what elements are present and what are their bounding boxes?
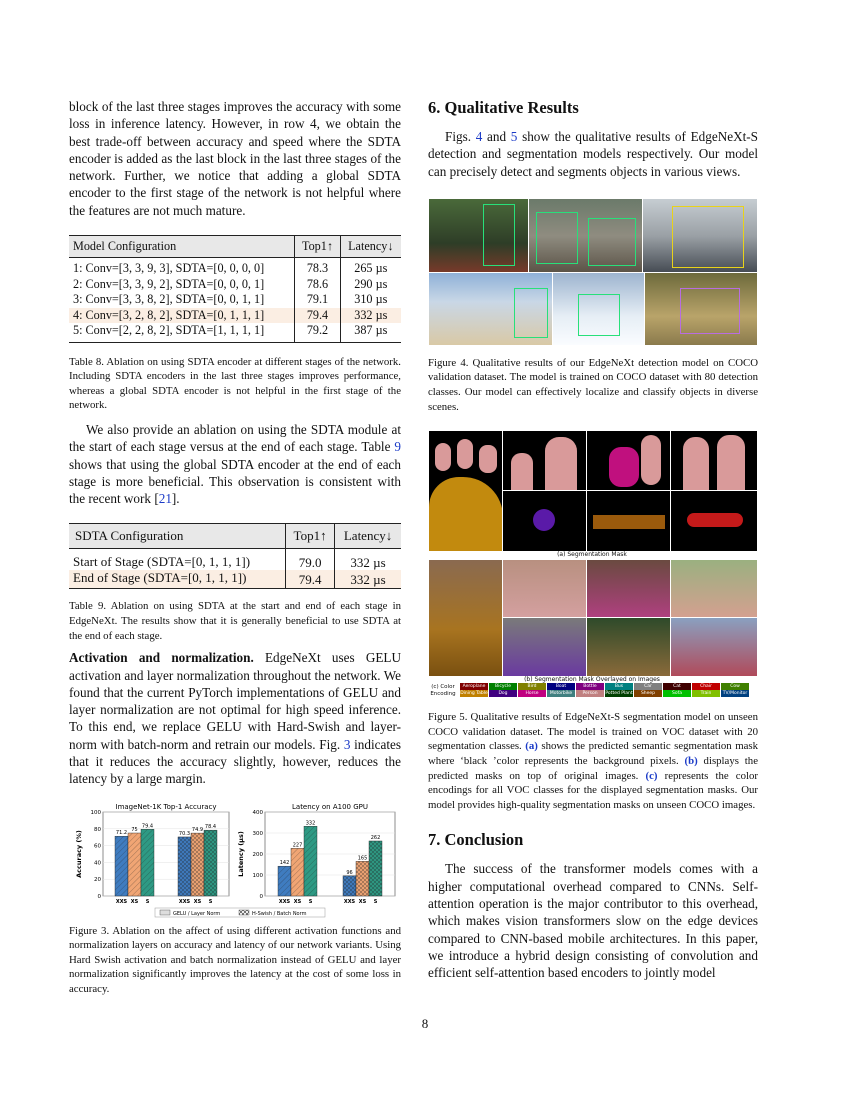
subfigure-ref[interactable]: (a)	[525, 740, 538, 753]
x-tick-label: XXS	[115, 898, 128, 905]
overlay-girls	[502, 559, 588, 619]
bar-value-label: 71.2	[115, 829, 128, 836]
table8-header-top1: Top1↑	[295, 236, 340, 258]
figure-ref-link[interactable]: 4	[475, 129, 483, 144]
table-cell: 4: Conv=[3, 2, 8, 2], SDTA=[0, 1, 1, 1]	[69, 308, 295, 324]
mask-soccer-girls	[670, 430, 758, 492]
y-tick-label: 60	[94, 843, 101, 850]
table-cell: 265 µs	[340, 258, 401, 277]
color-encoding-item: Person	[576, 690, 604, 697]
table-cell: End of Stage (SDTA=[0, 1, 1, 1])	[69, 570, 286, 589]
table-cell: 78.6	[295, 277, 340, 293]
table-row	[69, 292, 401, 308]
subfigure-ref[interactable]: (c)	[645, 769, 658, 782]
detection-box	[483, 204, 515, 266]
citation-link[interactable]: 21	[158, 491, 172, 507]
bar-value-label: 332	[305, 819, 316, 826]
left-column	[69, 98, 401, 997]
x-tick-label: XXS	[278, 898, 291, 905]
bar-value-label: 142	[279, 859, 290, 866]
color-encoding-item: Bird	[518, 683, 546, 690]
bar-value-label: 74.9	[191, 826, 204, 833]
y-tick-label: 20	[94, 876, 101, 883]
color-encoding-item: Bus	[605, 683, 633, 690]
color-encoding-item: Dog	[489, 690, 517, 697]
bar-pattern	[291, 848, 304, 896]
table-cell: 78.3	[295, 258, 340, 277]
bar-pattern	[356, 861, 369, 896]
y-tick-label: 80	[94, 826, 101, 833]
table-cell: 332 µs	[335, 549, 401, 571]
table-cell: 290 µs	[340, 277, 401, 293]
bar-pattern	[141, 829, 154, 896]
table-cell: 3: Conv=[3, 3, 8, 2], SDTA=[0, 0, 1, 1]	[73, 292, 265, 307]
bar-pattern	[369, 841, 382, 896]
table-ref-link[interactable]: 9	[394, 439, 401, 455]
figure-4-detection-grid	[428, 198, 756, 344]
chart-title: ImageNet-1K Top-1 Accuracy	[115, 802, 217, 811]
bar-value-label: 165	[357, 854, 368, 861]
bar-pattern	[191, 833, 204, 896]
right-column	[428, 98, 758, 982]
paragraph-ablation-continued: block of the last three stages improves the accuracy with some loss in inference latency. However, in row 4, we obtain the best trade-off between accuracy and speed where the SDTA encoder is added as the last block in the last three stages of the network. Further, we notice that adding a global SDTA encoder to the first stage of the network is not helpful where the features are not much mature.	[69, 99, 401, 218]
subfigure-ref[interactable]: (b)	[684, 755, 698, 768]
x-tick-label: S	[208, 898, 213, 905]
bar-value-label: 96	[346, 869, 353, 876]
mask-sheep	[586, 490, 672, 552]
color-encoding-item: Dining Table	[460, 691, 488, 697]
color-encoding-item: Boat	[547, 683, 575, 690]
section-heading-qualitative: 6. Qualitative Results	[428, 98, 579, 117]
legend-swatch-hswish	[239, 910, 249, 915]
x-tick-label: XS	[293, 898, 302, 905]
bar-pattern	[115, 836, 128, 896]
y-tick-label: 100	[90, 809, 101, 816]
table-cell: 1: Conv=[3, 3, 9, 3], SDTA=[0, 0, 0, 0]	[73, 261, 265, 276]
table-8	[69, 235, 401, 343]
section-heading-conclusion: 7. Conclusion	[428, 830, 524, 850]
legend-label-hswish: H-Swish / Batch Norm	[252, 910, 307, 917]
detection-box	[536, 212, 578, 264]
latency-chart	[237, 803, 395, 905]
x-tick-label: XS	[358, 898, 367, 905]
bar-pattern	[304, 826, 317, 896]
y-tick-label: 0	[97, 893, 101, 900]
bar-value-label: 79.4	[141, 822, 154, 829]
figure-ref-link[interactable]: 3	[343, 736, 351, 752]
color-encoding-item: Motorbike	[547, 690, 575, 697]
table8-header-config: Model Configuration	[69, 236, 295, 258]
bar-pattern	[178, 837, 191, 896]
y-tick-label: 200	[252, 851, 263, 858]
color-encoding-item: Chair	[692, 683, 720, 690]
overlay-sheep	[586, 617, 672, 677]
subfigure-label-b: (b) Segmentation Mask Overlayed on Images	[524, 676, 660, 684]
table-cell: 387 µs	[340, 323, 401, 342]
figure5-caption: Figure 5. Qualitative results of EdgeNeXt-S segmentation model on unseen COCO validation dataset. The model is trained on VOC dataset with 20 segmentation classes. (a) shows the predicted semantic segmentation mask where ‘black ’color represents the background pixels. (b) displays the predicted masks on top of original images. (c) represents the color encodings for all VOC classes for the displayed segmentation masks. Our model provides high-quality segmentation masks on unseen COCO images.	[428, 711, 758, 811]
detection-box	[588, 218, 636, 266]
paragraph-activation: Activation and normalization. EdgeNeXt uses GELU activation and layer normalization throughout the network. We found that the current PyTorch implementations of GELU and layer normalization are not optimal for high speed inference. To this end, we replace GELU with Hard-Swish and layer-norm with batch-norm and retrain our models. Fig. 3 indicates that it reduces the accuracy slightly, however, reduces the latency by a large margin.	[69, 650, 402, 787]
bar-value-label: 78.4	[204, 823, 217, 830]
legend-label-gelu: GELU / Layer Norm	[173, 910, 221, 917]
detection-box	[514, 288, 548, 338]
paragraph-qualitative: Figs. 4 and 5 show the qualitative results of EdgeNeXt-S detection and segmentation models respectively. Our model can precisely detect and segments objects in various views.	[428, 129, 758, 179]
color-encoding-item: Sheep	[634, 690, 662, 697]
bar-value-label: 75	[131, 826, 138, 833]
color-encoding-item: Cat	[663, 683, 691, 690]
page-number: 8	[421, 1016, 429, 1031]
mask-dog	[502, 490, 588, 552]
table-cell: 332 µs	[340, 308, 401, 324]
y-tick-label: 300	[252, 830, 263, 837]
table-row-highlighted	[69, 570, 401, 589]
table-cell: 79.2	[295, 323, 340, 342]
y-tick-label: 100	[252, 872, 263, 879]
detection-box	[578, 294, 620, 336]
color-encoding-item: Sofa	[663, 690, 691, 697]
table-cell: 79.0	[286, 549, 335, 571]
legend-swatch-gelu	[160, 910, 170, 915]
y-axis-label: Latency (µs)	[237, 830, 245, 877]
table-row	[69, 277, 401, 293]
overlay-people-table	[428, 559, 504, 677]
table-row-highlighted	[69, 308, 401, 324]
bar-value-label: 70.3	[178, 830, 191, 837]
overlay-child-horse	[586, 559, 672, 619]
table-cell: 79.4	[286, 570, 335, 589]
bar-pattern	[204, 830, 217, 896]
overlay-dog	[502, 617, 588, 677]
x-tick-label: XS	[130, 898, 139, 905]
table-cell: Start of Stage (SDTA=[0, 1, 1, 1])	[73, 554, 251, 570]
mask-aeroplane	[670, 490, 758, 552]
color-encoding-item: Car	[634, 683, 662, 690]
figure3-caption: Figure 3. Ablation on the affect of using different activation functions and normalization layers on accuracy and latency of our network variants. Using Hard Swish activation and batch normalization instead of GELU and layer normalization significantly improves the latency at the cost of some loss in accuracy.	[69, 924, 401, 995]
table9-header-top1: Top1↑	[286, 524, 335, 549]
figure-3	[69, 800, 401, 918]
bar-value-label: 227	[292, 841, 303, 848]
mask-people-table	[428, 430, 504, 552]
y-axis-label: Accuracy (%)	[75, 829, 83, 878]
table-row	[69, 549, 401, 571]
table-9	[69, 523, 401, 589]
table9-header-latency: Latency↓	[335, 524, 401, 549]
color-encoding-legend	[460, 683, 756, 697]
figure-ref-link[interactable]: 5	[510, 129, 518, 144]
table-cell: 5: Conv=[2, 2, 8, 2], SDTA=[1, 1, 1, 1]	[73, 323, 265, 338]
x-tick-label: XS	[193, 898, 202, 905]
table8-header-latency: Latency↓	[340, 236, 401, 258]
bar-pattern	[343, 875, 356, 895]
detection-box	[680, 288, 740, 334]
table9-header-config: SDTA Configuration	[69, 524, 286, 549]
color-encoding-item: Bicycle	[489, 683, 517, 690]
overlay-aeroplane	[670, 617, 758, 677]
x-tick-label: XXS	[178, 898, 191, 905]
figure-3-charts	[69, 800, 401, 918]
paragraph-heading: Activation and normalization.	[69, 650, 254, 666]
accuracy-chart	[75, 803, 229, 905]
chart-title: Latency on A100 GPU	[292, 802, 368, 811]
table-row	[69, 323, 401, 342]
color-encoding-item: Bottle	[576, 683, 604, 690]
table-cell: 79.4	[295, 308, 340, 324]
color-encoding-item: Horse	[518, 690, 546, 697]
overlay-soccer-girls	[670, 559, 758, 619]
table-cell: 332 µs	[335, 570, 401, 589]
table9-caption: Table 9. Ablation on using SDTA at the start and end of each stage in EdgeNeXt. The results show that it is generally beneficial to use SDTA at the end of each stage.	[69, 600, 401, 642]
color-encoding-item: TV/Monitor	[722, 691, 748, 697]
x-tick-label: S	[373, 898, 378, 905]
y-tick-label: 40	[94, 859, 101, 866]
mask-child-horse	[586, 430, 672, 492]
y-tick-label: 0	[259, 893, 263, 900]
table-row	[69, 258, 401, 277]
color-encoding-item: Train	[692, 690, 720, 697]
chart-legend	[155, 908, 325, 917]
color-encoding-item: Aeroplane	[460, 683, 488, 690]
subfigure-label-a: (a) Segmentation Mask	[557, 551, 627, 559]
paragraph-sdta-ablation: We also provide an ablation on using the SDTA module at the start of each stage versus at the end of each stage. Table 9 shows that using the global SDTA encoder at the end of each stage is more beneficial. This observation is consistent with the recent work [21].	[69, 421, 401, 507]
x-tick-label: S	[145, 898, 150, 905]
paragraph-conclusion: The success of the transformer models comes with a higher computational overhead compared to CNNs. Self-attention operation is the major contributor to this overhead, which makes vision transformers slow on the edge devices compared to CNN-based mobile architectures. In this paper, we introduce a hybrid design consisting of convolution and efficient self-attention based encoders to jointly model	[428, 861, 758, 981]
bar-value-label: 262	[370, 834, 381, 841]
table8-caption: Table 8. Ablation on using SDTA encoder at different stages of the network. Including SDTA encoders in the last three stages improves performance, whereas a global SDTA encoder is not helpful in the first stage of the network.	[69, 355, 401, 412]
detection-box	[672, 206, 744, 268]
figure-5-segmentation	[428, 430, 756, 700]
mask-girls	[502, 430, 588, 492]
bar-pattern	[278, 866, 291, 896]
color-encoding-item: Cow	[721, 683, 749, 690]
subfigure-label-c: (c) Color Encoding	[430, 684, 456, 698]
x-tick-label: XXS	[343, 898, 356, 905]
x-tick-label: S	[308, 898, 313, 905]
table-cell: 79.1	[295, 292, 340, 308]
bar-pattern	[128, 833, 141, 896]
figure4-caption: Figure 4. Qualitative results of our EdgeNeXt detection model on COCO validation dataset. The model is trained on COCO dataset with 80 detection classes. Our model can effectively localize and classify objects in diverse scenes.	[428, 356, 758, 413]
color-encoding-item: Potted Plant	[605, 691, 633, 697]
y-tick-label: 400	[252, 809, 263, 816]
table-cell: 310 µs	[340, 292, 401, 308]
table-cell: 2: Conv=[3, 3, 9, 2], SDTA=[0, 0, 0, 1]	[73, 276, 265, 291]
